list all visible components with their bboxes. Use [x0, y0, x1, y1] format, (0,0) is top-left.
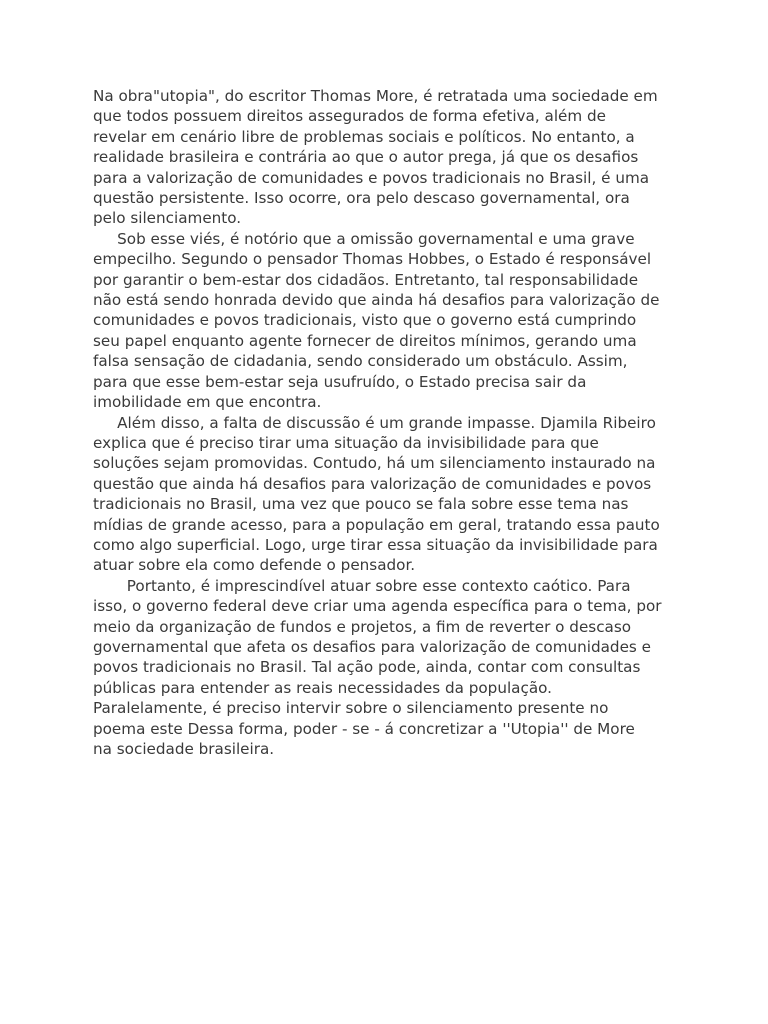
text-line: públicas para entender as reais necessidades da população. [93, 678, 552, 697]
essay-text [93, 86, 733, 759]
text-line: empecilho. Segundo o pensador Thomas Hobbes, o Estado é responsável [93, 250, 652, 269]
text-line: revelar em cenário libre de problemas sociais e políticos. No entanto, a [93, 127, 635, 146]
text-line: meio da organização de fundos e projetos, a fim de reverter o descaso [93, 617, 632, 636]
text-line: imobilidade em que encontra. [93, 393, 322, 412]
text-line: tradicionais no Brasil, uma vez que pouco se fala sobre esse tema nas [93, 495, 629, 514]
text-line: pelo silenciamento. [93, 209, 242, 228]
text-line: na sociedade brasileira. [93, 740, 275, 758]
text-line: explica que é preciso tirar uma situação da invisibilidade para que [93, 433, 599, 452]
text-line: isso, o governo federal deve criar uma agenda específica para o tema, por [93, 597, 662, 616]
text-line: falsa sensação de cidadania, sendo considerado um obstáculo. Assim, [93, 352, 628, 371]
text-line: governamental que afeta os desafios para valorização de comunidades e [93, 637, 651, 656]
text-line: Paralelamente, é preciso intervir sobre o silenciamento presente no [93, 699, 609, 718]
text-line: para a valorização de comunidades e povos tradicionais no Brasil, é uma [93, 168, 650, 187]
text-line: atuar sobre ela como defende o pensador. [93, 556, 416, 575]
text-line: questão persistente. Isso ocorre, ora pelo descaso governamental, ora [93, 189, 630, 208]
text-line: Além disso, a falta de discussão é um grande impasse. Djamila Ribeiro [93, 413, 656, 432]
text-line: para que esse bem-estar seja usufruído, o Estado precisa sair da [93, 372, 587, 391]
text-line: Sob esse viés, é notório que a omissão governamental e uma grave [93, 229, 635, 248]
text-line: questão que ainda há desafios para valorização de comunidades e povos [93, 474, 652, 493]
text-line: soluções sejam promovidas. Contudo, há um silenciamento instaurado na [93, 454, 656, 473]
text-line: por garantir o bem-estar dos cidadãos. Entretanto, tal responsabilidade [93, 270, 639, 289]
text-line: mídias de grande acesso, para a população em geral, tratando essa pauto [93, 515, 660, 534]
paragraph-conclusion [93, 576, 733, 760]
text-line: povos tradicionais no Brasil. Tal ação pode, ainda, contar com consultas [93, 658, 641, 677]
text-line: que todos possuem direitos assegurados de forma efetiva, além de [93, 107, 606, 126]
text-line: como algo superficial. Logo, urge tirar essa situação da invisibilidade para [93, 535, 658, 554]
text-line: não está sendo honrada devido que ainda há desafios para valorização de [93, 291, 660, 310]
paragraph-development-1 [93, 229, 733, 413]
text-line: poema este Dessa forma, poder - se - á concretizar a ''Utopia'' de More [93, 719, 635, 738]
paragraph-introduction [93, 86, 733, 229]
text-line: comunidades e povos tradicionais, visto que o governo está cumprindo [93, 311, 637, 330]
text-line: realidade brasileira e contrária ao que o autor prega, já que os desafios [93, 148, 639, 167]
paragraph-development-2 [93, 413, 733, 576]
text-line: seu papel enquanto agente fornecer de direitos mínimos, gerando uma [93, 331, 637, 350]
text-line: Portanto, é imprescindível atuar sobre esse contexto caótico. Para [93, 576, 631, 595]
text-line: Na obra"utopia", do escritor Thomas More, é retratada uma sociedade em [93, 87, 658, 105]
